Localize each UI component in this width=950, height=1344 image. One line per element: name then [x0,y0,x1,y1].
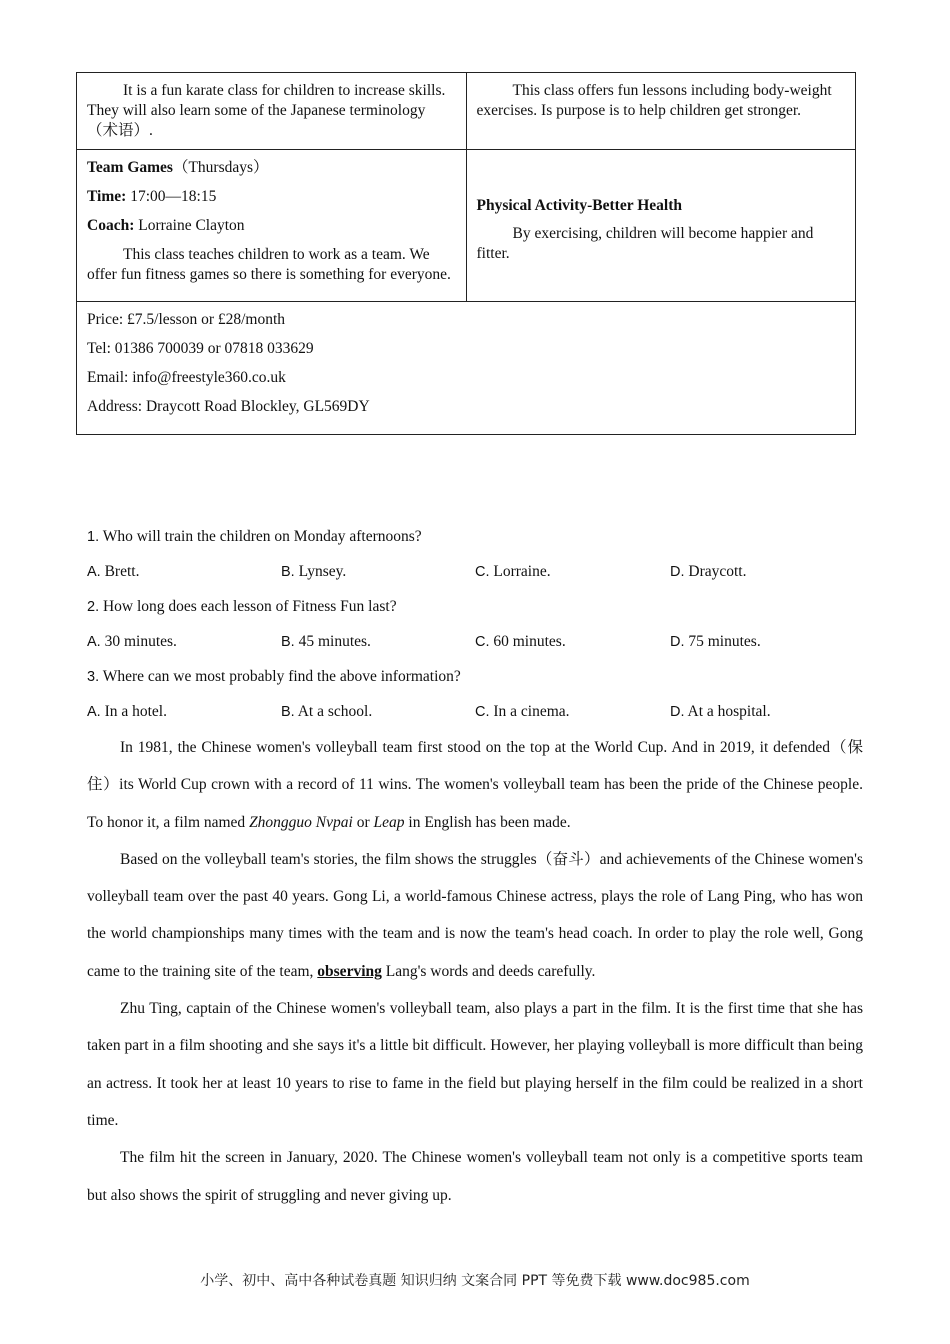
passage-paragraph-1 [87,729,863,841]
question-number: 1. [87,529,100,545]
q1-option-c [475,563,551,581]
question-text: Who will train the children on Monday afternoons? [99,528,422,545]
film-title-english: Leap [373,813,405,831]
option-text: Draycott. [684,563,747,580]
question-number: 3. [87,669,100,685]
passage-paragraph-3: Zhu Ting, captain of the Chinese women's volleyball team, also plays a part in the film. It is the first time that she has taken part in a film shooting and she says it's a little bit difficult. However, her playing volleyball is more difficult than being an actress. It took her at least 10 years to rise to fame in the field but playing herself in the film could be realized in a short time. [87,1000,863,1129]
passage-paragraph-4: The film hit the screen in January, 2020. The Chinese women's volleyball team not only is a competitive sports team but also shows the spirit of struggling and never giving up. [87,1149,863,1204]
paragraph-text: Lang's words and deeds carefully. [381,962,596,980]
option-text: Lynsey. [294,563,347,580]
q3-option-d [670,703,771,721]
reading-passage [87,729,863,1214]
team-games-coach [87,216,456,236]
option-text: In a hotel. [100,703,167,720]
q2-option-a [87,633,177,651]
question-2 [87,598,397,616]
option-letter: B. [281,704,295,720]
team-games-cell [77,150,467,302]
tel-line: Tel: 01386 700039 or 07818 033629 [87,340,314,357]
option-text: Lorraine. [489,563,551,580]
underlined-keyword: observing [317,962,382,980]
q3-option-b [281,703,372,721]
option-text: 45 minutes. [294,633,371,650]
karate-description: It is a fun karate class for children to increase skills. They will also learn some of the Japanese terminology（术语）. [87,82,446,139]
q1-option-b [281,563,346,581]
film-title-chinese: Zhongguo Nvpai [249,813,353,831]
q3-option-a [87,703,167,721]
coach-value: Lorraine Clayton [134,217,245,234]
question-3 [87,668,461,686]
time-label: Time: [87,188,127,205]
page-footer: 小学、初中、高中各种试卷真题 知识归纳 文案合同 PPT 等免费下载 www.doc985.com [200,1273,750,1289]
option-letter: C. [475,704,490,720]
option-letter: D. [670,704,685,720]
option-text: At a school. [294,703,373,720]
passage-paragraph-2 [87,841,863,990]
option-text: 60 minutes. [489,633,566,650]
paragraph-text: Based on the volleyball team's stories, the film shows the struggles（奋斗）and achievements of the Chinese women's volleyball team over the past 40 years. Gong Li, a world-famous Chinese actress, plays the role of Lang Ping, who has won the world championships many times with the team and is now the team's head coach. In order to play the role well, Gong came to the training site of the team, [87,850,863,980]
q3-option-c [475,703,570,721]
paragraph-text: or [352,813,374,831]
option-letter: B. [281,634,295,650]
email-line: Email: info@freestyle360.co.uk [87,369,286,386]
class-info-table [76,72,856,435]
question-1 [87,528,422,546]
paragraph-text: In 1981, the Chinese women's volleyball team first stood on the top at the World Cup. And in 2019, it defended（保住）its World Cup crown with a record of 11 wins. The women's volleyball team has been the pride of the Chinese people. To honor it, a film named [87,739,863,831]
fitness-cell [466,73,856,150]
q2-option-d [670,633,761,651]
option-text: Brett. [100,563,140,580]
option-letter: C. [475,634,490,650]
option-letter: D. [670,634,685,650]
q1-option-a [87,563,139,581]
time-value: 17:00—18:15 [126,188,217,205]
team-games-description: This class teaches children to work as a team. We offer fun fitness games so there is something for everyone. [87,246,451,283]
q1-option-d [670,563,746,581]
option-text: At a hospital. [684,703,771,720]
team-games-heading [87,158,456,178]
contact-cell [77,302,856,435]
question-number: 2. [87,599,100,615]
option-letter: A. [87,634,101,650]
team-games-day: （Thursdays） [172,159,269,176]
option-letter: A. [87,704,101,720]
option-letter: B. [281,564,295,580]
question-text: How long does each lesson of Fitness Fun last? [99,598,397,615]
option-text: 75 minutes. [684,633,761,650]
option-text: In a cinema. [489,703,570,720]
fitness-description: This class offers fun lessons including body-weight exercises. Is purpose is to help children get stronger. [476,82,832,119]
coach-label: Coach: [87,217,135,234]
karate-cell [77,73,467,150]
team-games-title: Team Games [87,159,173,176]
q2-option-b [281,633,371,651]
paragraph-text: in English has been made. [404,813,571,831]
option-letter: C. [475,564,490,580]
address-line: Address: Draycott Road Blockley, GL569DY [87,398,370,415]
option-letter: D. [670,564,685,580]
question-text: Where can we most probably find the above information? [99,668,461,685]
price-line: Price: £7.5/lesson or £28/month [87,311,286,328]
q2-option-c [475,633,566,651]
team-games-time [87,187,456,207]
health-description: By exercising, children will become happier and fitter. [476,225,814,262]
option-text: 30 minutes. [100,633,177,650]
health-cell [466,150,856,302]
option-letter: A. [87,564,101,580]
health-title: Physical Activity-Better Health [476,197,682,214]
